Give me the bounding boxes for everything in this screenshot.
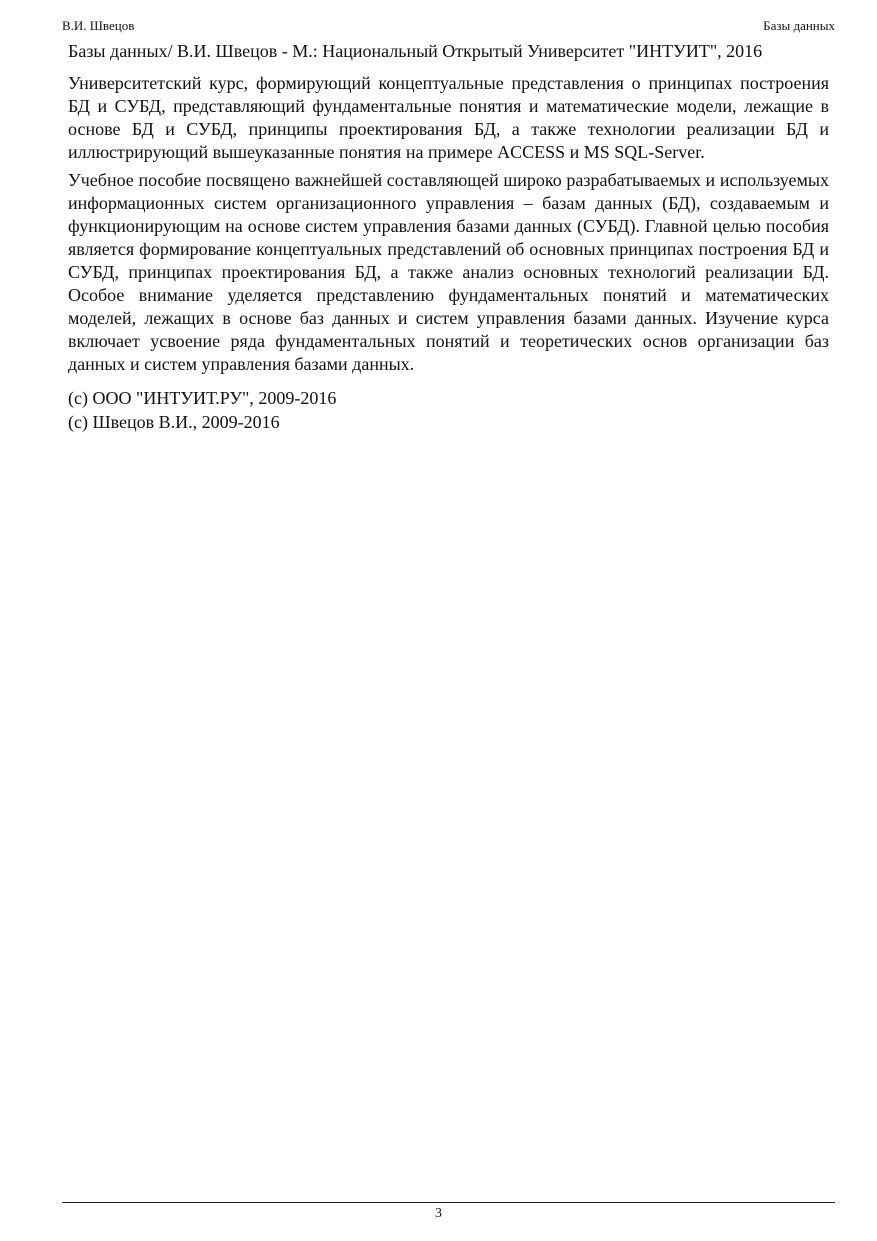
page-number: 3 [435,1206,442,1221]
abstract-paragraph-2: Учебное пособие посвящено важнейшей составляющей широко разрабатываемых и используемых информационных систем организационного управления – базам данных (БД), создаваемым и функционирующим на основе систем управления базами данных (СУБД). Главной целью пособия является формирование концептуальных представлений об основных принципах построения БД и СУБД, принципах проектирования БД, а также анализ основных технологий реализации БД. Особое внимание уделяется представлению фундаментальных понятий и математических моделей, лежащих в основе баз данных и систем управления базами данных. Изучение курса включает усвоение ряда фундаментальных понятий и теоретических основ организации баз данных и систем управления базами данных. [68,170,829,374]
abstract-paragraph-1: Университетский курс, формирующий концептуальные представления о принципах построения БД и СУБД, представляющий фундаментальные понятия и математические модели, лежащие в основе БД и СУБД, принципы проектирования БД, а также технологии реализации БД и иллюстрирующий вышеуказанные понятия на примере ACCESS и MS SQL-Server. [68,73,829,162]
header-author: В.И. Швецов [62,18,135,33]
copyright-line-1: (c) ООО "ИНТУИТ.РУ", 2009-2016 [68,388,337,408]
bibliographic-citation: Базы данных/ В.И. Швецов - М.: Национальный Открытый Университет "ИНТУИТ", 2016 [68,41,763,61]
header-title: Базы данных [763,18,835,33]
page-content [68,40,829,434]
footer-divider [62,1202,835,1203]
running-header [62,16,835,36]
copyright-line-2: (c) Швецов В.И., 2009-2016 [68,412,280,432]
